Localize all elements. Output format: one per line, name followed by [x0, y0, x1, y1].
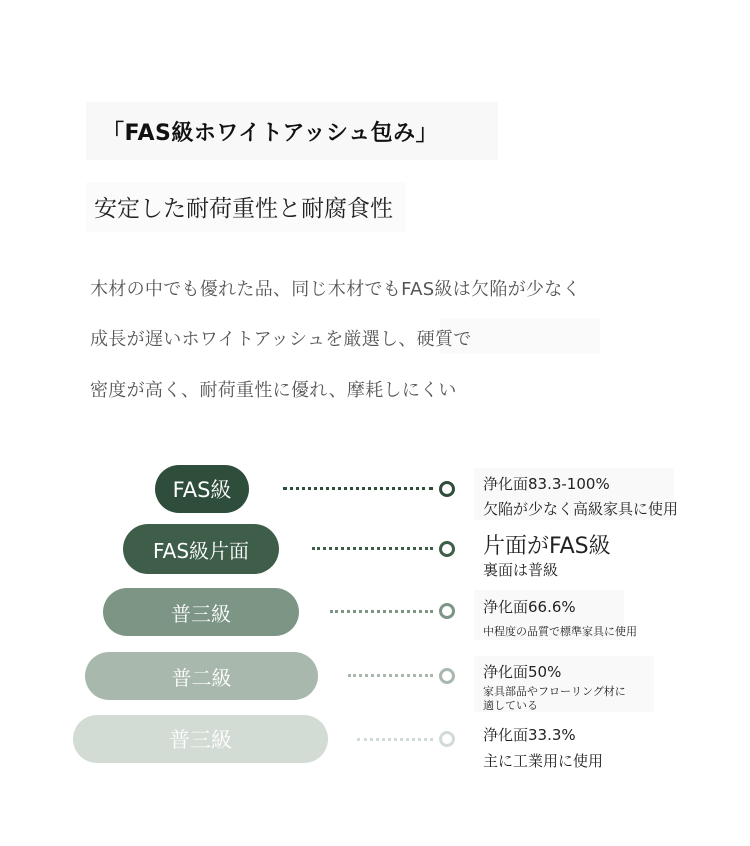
grade-info-detail: 裏面は普級: [483, 561, 559, 579]
grade-pill-fas: [155, 465, 249, 513]
description-line: 成長が遅いホワイトアッシュを厳選し、硬質で: [90, 329, 472, 350]
grade-info-title: 浄化面66.6%: [483, 598, 576, 616]
grade-pill-grade3-light: [73, 715, 328, 763]
grade-pill-label: 普三級: [171, 601, 231, 626]
connector-dots: [348, 674, 433, 677]
grade-pill-grade3: [103, 588, 299, 636]
grade-info-detail: 中程度の品質で標準家具に使用: [483, 625, 637, 638]
grade-info-title: 浄化面83.3-100%: [483, 475, 610, 493]
page-subtitle: 安定した耐荷重性と耐腐食性: [94, 196, 393, 222]
grade-info-detail: 欠陥が少なく高級家具に使用: [483, 500, 679, 518]
grade-pill-label: FAS級: [172, 478, 232, 502]
grade-info-detail: 主に工業用に使用: [483, 752, 604, 770]
grade-pill-grade2: [85, 652, 318, 700]
grade-marker-icon: [439, 481, 455, 497]
page-title: 「FAS級ホワイトアッシュ包み」: [102, 121, 439, 146]
grade-marker-icon: [439, 541, 455, 557]
connector-dots: [312, 547, 433, 550]
grade-info-title: 浄化面33.3%: [483, 726, 576, 744]
grade-pill-label: 普二級: [171, 665, 232, 690]
grade-info-detail: 適している: [483, 699, 538, 712]
connector-dots: [330, 610, 433, 613]
grade-pill-fas-one-side: [123, 524, 279, 574]
description-line: 木材の中でも優れた品、同じ木材でもFAS級は欠陥が少なく: [90, 279, 581, 300]
grade-info-title: 片面がFAS級: [483, 534, 611, 559]
grade-info-detail: 家具部品やフローリング材に: [483, 685, 626, 698]
connector-dots: [357, 738, 433, 741]
grade-info-title: 浄化面50%: [483, 663, 562, 681]
connector-dots: [283, 487, 433, 490]
grade-marker-icon: [439, 603, 455, 619]
grade-marker-icon: [439, 668, 455, 684]
grade-pill-label: 普三級: [169, 728, 232, 752]
description-line: 密度が高く、耐荷重性に優れ、摩耗しにくい: [90, 380, 457, 401]
grade-pill-label: FAS級片面: [152, 538, 250, 563]
grade-marker-icon: [439, 731, 455, 747]
